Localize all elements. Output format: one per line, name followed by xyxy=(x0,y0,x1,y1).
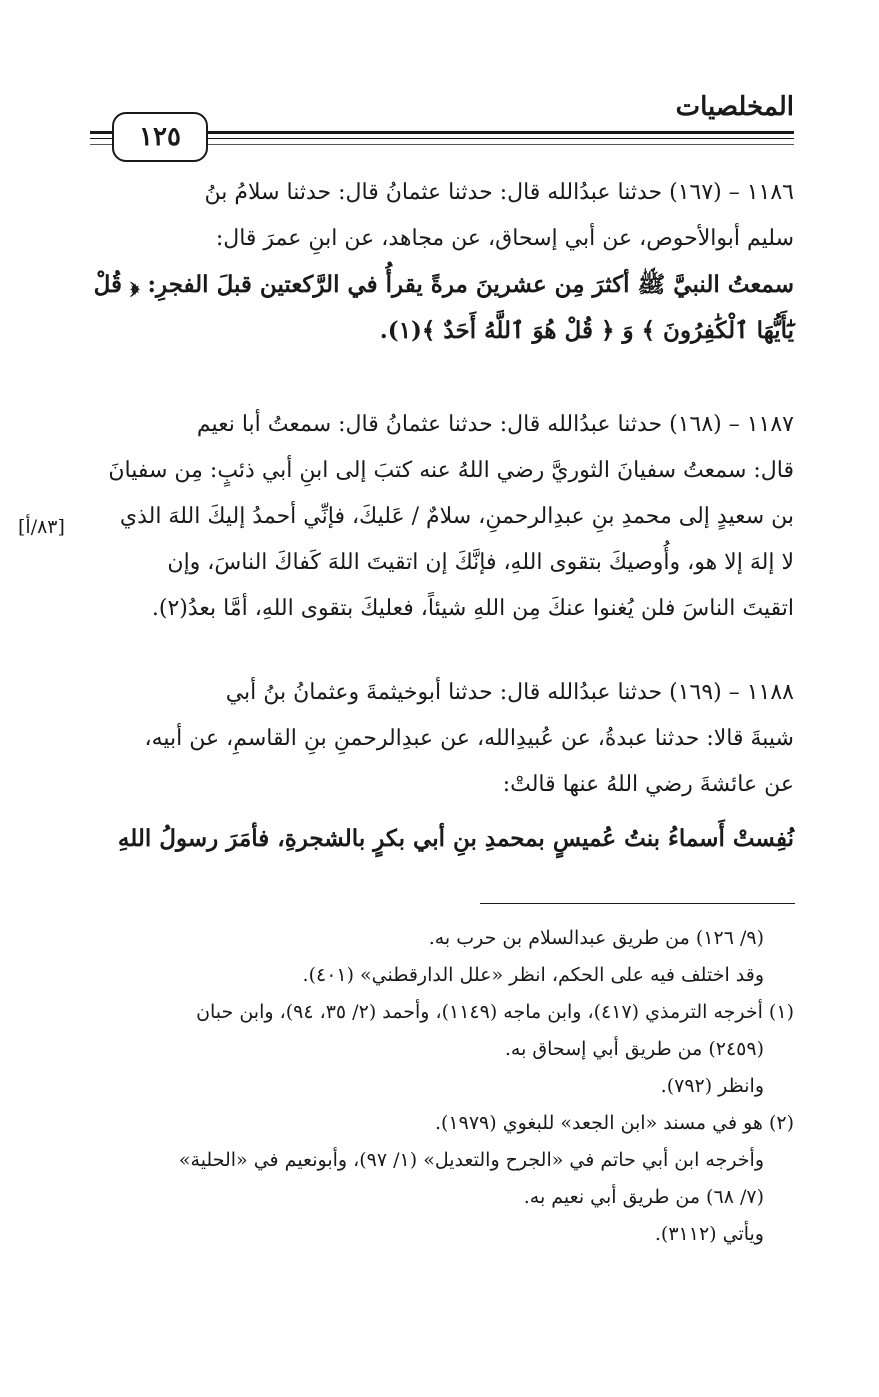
text-line: لا إلهَ إلا هو، وأُوصيكَ بتقوى اللهِ، فإنَّكَ إن اتقيتَ اللهَ كَفاكَ الناسَ، وإن xyxy=(167,550,794,575)
page-number: ١٢٥ xyxy=(112,112,208,162)
text-line: شيبةَ قالا: حدثنا عبدةُ، عن عُبيدِالله، عن عبدِالرحمنِ بنِ القاسمِ، عن أبيه، xyxy=(144,726,794,751)
footnote-line: ويأتي (٣١١٢). xyxy=(654,1223,764,1245)
text-line: عن عائشةَ رضي اللهُ عنها قالتْ: xyxy=(502,772,794,797)
text-line: اتقيتَ الناسَ فلن يُغنوا عنكَ مِن اللهِ شيئاً، فعليكَ بتقوى اللهِ، أمَّا بعدُ(٢). xyxy=(151,596,794,621)
footnote-line: وأخرجه ابن أبي حاتم في «الجرح والتعديل» (١/ ٩٧)، وأبونعيم في «الحلية» xyxy=(178,1149,764,1171)
hadith-1188 xyxy=(85,670,794,862)
matn-line: سمعتُ النبيَّ ﷺ أكثرَ مِن عشرينَ مرةً يقرأُ في الرَّكعتين قبلَ الفجرِ: ﴿ قُلْ xyxy=(93,271,794,298)
text-line: ١١٨٧ – (١٦٨) حدثنا عبدُالله قال: حدثنا عثمانُ قال: سمعتُ أبا نعيم xyxy=(196,412,794,437)
footnote-line: (٧/ ٦٨) من طريق أبي نعيم به. xyxy=(523,1186,764,1208)
manuscript-folio-ref: [٨٣/أ] xyxy=(18,516,65,538)
footnote-line: (٩/ ١٢٦) من طريق عبدالسلام بن حرب به. xyxy=(428,927,764,949)
footnotes xyxy=(85,920,794,1253)
matn-line: نُفِستْ أَسماءُ بنتُ عُميسٍ بمحمدِ بنِ أبي بكرٍ بالشجرةِ، فأمَرَ رسولُ اللهِ xyxy=(117,825,794,852)
hadith-1186 xyxy=(85,170,794,354)
footnote-line: وانظر (٧٩٢). xyxy=(660,1075,764,1097)
footnote-line: (٢٤٥٩) من طريق أبي إسحاق به. xyxy=(504,1038,764,1060)
text-line: قال: سمعتُ سفيانَ الثوريَّ رضي اللهُ عنه كتبَ إلى ابنِ أبي ذئبٍ: مِن سفيانَ xyxy=(108,458,794,483)
text-line: ١١٨٨ – (١٦٩) حدثنا عبدُالله قال: حدثنا أبوخيثمةَ وعثمانُ بنُ أبي xyxy=(225,680,794,705)
text-line: بن سعيدٍ إلى محمدِ بنِ عبدِالرحمنِ، سلامٌ / عَليكَ، فإنِّي أحمدُ إليكَ اللهَ الذي xyxy=(119,504,794,529)
text-line: ١١٨٦ – (١٦٧) حدثنا عبدُالله قال: حدثنا عثمانُ قال: حدثنا سلامُ بنُ xyxy=(204,180,794,205)
footnote-line: (١) أخرجه الترمذي (٤١٧)، وابن ماجه (١١٤٩)، وأحمد (٢/ ٣٥، ٩٤)، وابن حبان xyxy=(196,1001,794,1023)
footnote-line: وقد اختلف فيه على الحكم، انظر «علل الدارقطني» (٤٠١). xyxy=(302,964,764,986)
running-header-title: المخلصيات xyxy=(675,92,794,122)
text-line: سليم أبوالأحوص، عن أبي إسحاق، عن مجاهد، عن ابنِ عمرَ قال: xyxy=(215,226,794,251)
hadith-1187 xyxy=(85,402,794,632)
footnote-separator xyxy=(480,903,795,904)
footnote-line: (٢) هو في مسند «ابن الجعد» للبغوي (١٩٧٩). xyxy=(434,1112,794,1134)
matn-line: يَٰٓأَيُّهَا ٱلْكَٰفِرُونَ ﴾ وَ ﴿ قُلْ هُوَ ٱللَّهُ أَحَدٌ ﴾(١). xyxy=(379,317,794,344)
